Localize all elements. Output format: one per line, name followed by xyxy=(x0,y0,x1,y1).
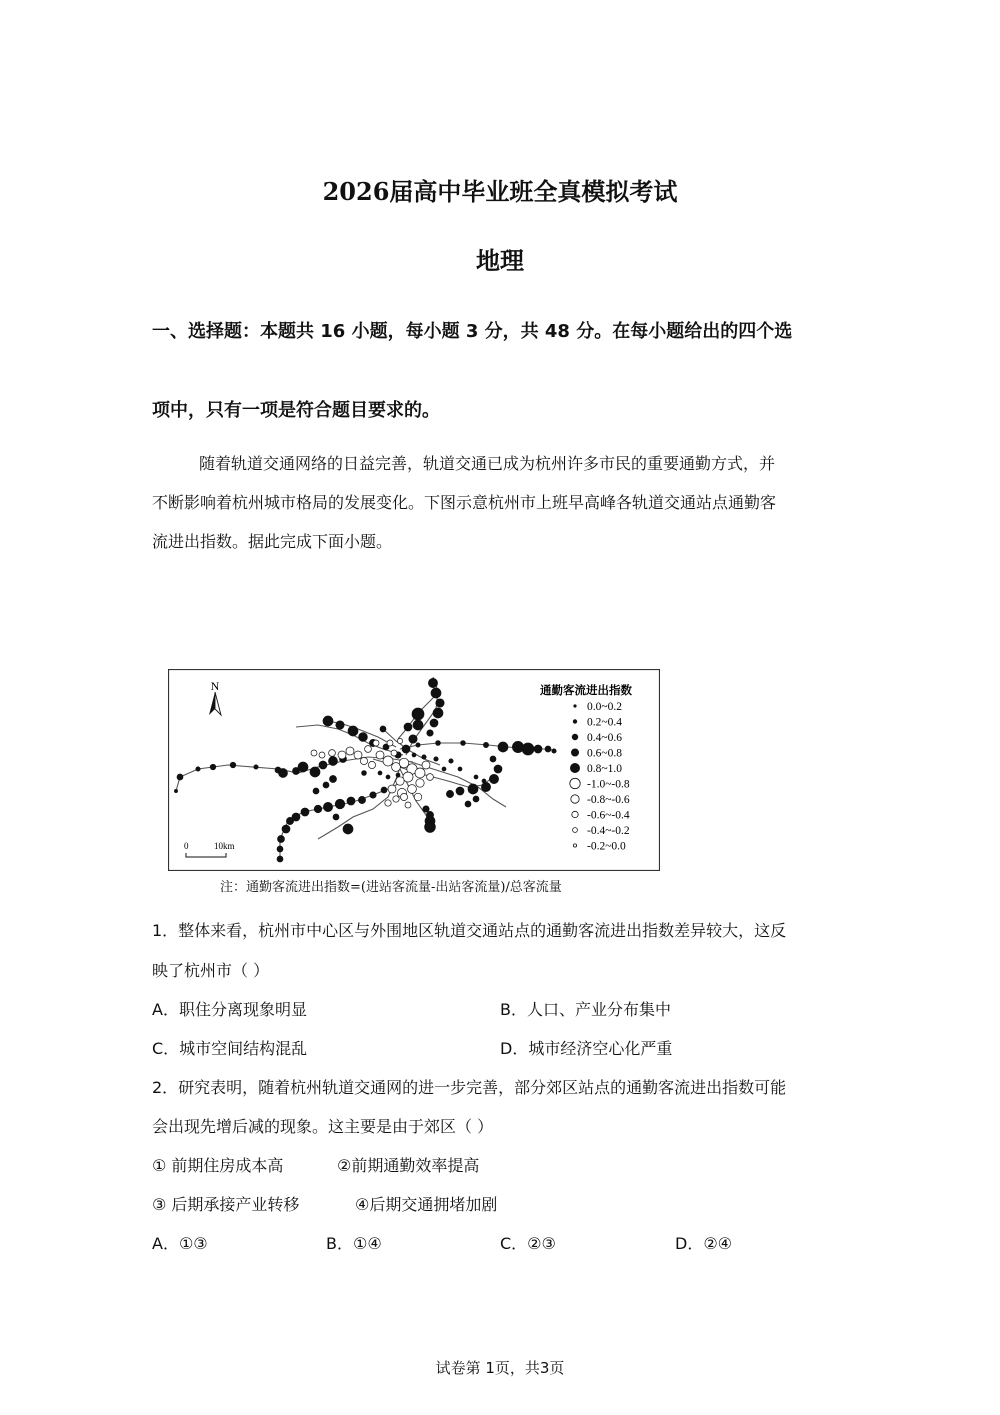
station-marker xyxy=(376,751,384,759)
station-marker xyxy=(358,796,365,803)
station-marker xyxy=(412,753,416,757)
station-marker xyxy=(177,774,183,780)
q1-option-d: D．城市经济空心化严重 xyxy=(500,1039,673,1058)
station-marker xyxy=(378,771,382,775)
station-marker xyxy=(311,750,317,756)
section-heading-line-2: 项中，只有一项是符合题目要求的。 xyxy=(152,400,440,421)
q2-option-a: A．①③ xyxy=(152,1234,208,1253)
station-marker xyxy=(408,785,417,794)
station-marker xyxy=(449,759,453,763)
q1-option-a: A．职住分离现象明显 xyxy=(152,1000,307,1019)
legend-symbol xyxy=(572,734,578,740)
legend-label: 0.8~1.0 xyxy=(587,763,622,775)
station-marker xyxy=(545,746,551,752)
station-marker xyxy=(174,789,177,792)
q2-item-2: ②前期通勤效率提高 xyxy=(337,1156,480,1175)
q1-option-c: C．城市空间结构混乱 xyxy=(152,1039,308,1058)
station-marker xyxy=(343,824,353,834)
legend-symbol xyxy=(571,795,579,803)
passage-line-1: 随着轨道交通网络的日益完善，轨道交通已成为杭州许多市民的重要通勤方式，并 xyxy=(199,454,776,473)
station-marker xyxy=(335,799,345,809)
station-marker xyxy=(279,769,288,778)
station-marker xyxy=(301,808,309,816)
station-marker xyxy=(416,779,424,787)
station-marker xyxy=(319,752,325,758)
station-marker xyxy=(405,802,411,808)
station-marker xyxy=(422,755,426,759)
station-marker xyxy=(433,708,443,718)
legend-label: 0.2~0.4 xyxy=(587,716,622,729)
station-marker xyxy=(442,767,446,771)
station-marker xyxy=(431,688,441,698)
q2-stem-line-1: 2．研究表明，随着杭州轨道交通网的进一步完善，部分郊区站点的通勤客流进出指数可能 xyxy=(152,1078,787,1097)
q2-item-3: ③ 后期承接产业转移 xyxy=(152,1195,300,1214)
q1-stem-line-1: 1．整体来看，杭州市中心区与外围地区轨道交通站点的通勤客流进出指数差异较大，这反 xyxy=(152,921,787,940)
station-marker xyxy=(400,793,407,800)
legend-symbol xyxy=(572,811,578,817)
q2-item-1: ① 前期住房成本高 xyxy=(152,1156,284,1175)
station-marker xyxy=(373,740,379,746)
legend-label: 0.0~0.2 xyxy=(587,701,622,713)
legend-symbol xyxy=(570,763,579,772)
station-marker xyxy=(323,716,333,726)
legend-label: -0.4~-0.2 xyxy=(587,825,630,837)
station-marker xyxy=(383,756,393,766)
passage-line-2: 不断影响着杭州城市格局的发展变化。下图示意杭州市上班早高峰各轨道交通站点通勤客 xyxy=(152,493,777,512)
figure-caption: 注：通勤客流进出指数=(进站客流量-出站客流量)/总客流量 xyxy=(220,880,562,895)
station-marker xyxy=(430,719,438,727)
q2-stem-line-2: 会出现先增后减的现象。这主要是由于郊区（ ） xyxy=(152,1117,494,1136)
q1-option-b: B．人口、产业分布集中 xyxy=(500,1000,671,1019)
station-marker xyxy=(461,741,466,746)
station-marker xyxy=(534,745,542,753)
station-marker xyxy=(404,723,412,731)
station-marker xyxy=(298,762,308,772)
station-marker xyxy=(381,787,387,793)
station-marker xyxy=(481,782,490,791)
station-marker xyxy=(494,765,502,773)
station-marker xyxy=(387,740,393,746)
station-marker xyxy=(323,782,329,788)
legend-label: -0.8~-0.6 xyxy=(587,794,630,806)
legend-title: 通勤客流进出指数 xyxy=(540,683,632,697)
station-marker xyxy=(465,801,471,807)
station-marker xyxy=(336,721,344,729)
station-marker xyxy=(210,764,216,770)
station-marker xyxy=(489,774,498,783)
station-marker xyxy=(396,777,404,785)
station-marker xyxy=(362,771,367,776)
station-marker xyxy=(409,735,417,743)
station-marker xyxy=(333,814,339,820)
page-footer: 试卷第 1页，共3页 xyxy=(435,1359,565,1377)
station-marker xyxy=(277,856,283,862)
station-marker xyxy=(386,775,390,779)
station-marker xyxy=(468,784,478,794)
station-marker xyxy=(359,733,368,742)
q2-option-d: D．②④ xyxy=(675,1234,733,1253)
station-marker xyxy=(498,742,508,752)
station-marker xyxy=(425,822,436,833)
station-marker xyxy=(314,805,322,813)
station-marker xyxy=(388,785,396,793)
legend-symbol xyxy=(570,778,580,788)
station-marker xyxy=(393,796,399,802)
station-marker xyxy=(368,761,375,768)
station-marker xyxy=(422,761,430,769)
station-marker xyxy=(347,797,355,805)
station-marker xyxy=(385,800,391,806)
rail-station-map xyxy=(168,669,660,871)
station-marker xyxy=(474,775,478,779)
legend-symbol xyxy=(573,828,578,833)
q2-option-c: C．②③ xyxy=(500,1234,556,1253)
station-marker xyxy=(402,745,410,753)
station-marker xyxy=(354,751,362,759)
station-marker xyxy=(490,756,496,762)
legend-symbol xyxy=(574,705,576,707)
station-marker xyxy=(330,776,337,783)
station-marker xyxy=(329,750,336,757)
station-marker xyxy=(329,757,338,766)
station-marker xyxy=(348,726,358,736)
station-marker xyxy=(196,767,200,771)
station-marker xyxy=(423,806,429,812)
legend-label: -1.0~-0.8 xyxy=(587,778,630,791)
q2-item-4: ④后期交通拥堵加剧 xyxy=(355,1195,498,1214)
station-marker xyxy=(473,796,479,802)
station-marker xyxy=(428,678,437,687)
station-marker xyxy=(391,750,397,756)
station-marker xyxy=(346,747,354,755)
station-marker xyxy=(414,793,422,801)
station-marker xyxy=(282,825,290,833)
station-marker xyxy=(512,741,523,752)
station-marker xyxy=(319,761,327,769)
station-marker xyxy=(436,741,441,746)
station-marker xyxy=(446,790,453,797)
station-marker xyxy=(427,774,434,781)
station-marker xyxy=(415,768,425,778)
station-marker xyxy=(230,762,236,768)
station-marker xyxy=(522,743,534,755)
station-marker xyxy=(458,767,462,771)
station-marker xyxy=(277,846,283,852)
station-marker xyxy=(380,726,386,732)
legend-label: 0.4~0.6 xyxy=(587,732,622,744)
north-label: N xyxy=(210,679,220,693)
station-marker xyxy=(292,813,300,821)
station-marker xyxy=(413,720,423,730)
station-marker xyxy=(552,749,556,753)
legend-label: -0.6~-0.4 xyxy=(587,809,630,822)
q2-option-b: B．①④ xyxy=(326,1234,382,1253)
q1-stem-line-2: 映了杭州市（ ） xyxy=(152,961,270,980)
station-marker xyxy=(313,788,319,794)
station-marker xyxy=(412,708,424,720)
station-marker xyxy=(397,738,402,743)
scale-zero: 0 xyxy=(184,841,189,851)
station-marker xyxy=(434,757,438,761)
station-marker xyxy=(416,743,420,747)
exam-title: 2026届高中毕业班全真模拟考试 xyxy=(322,177,678,206)
passage-line-3: 流进出指数。据此完成下面小题。 xyxy=(152,532,393,551)
station-marker xyxy=(360,757,367,764)
legend-label: 0.6~0.8 xyxy=(587,747,622,760)
scale-distance: 10km xyxy=(214,841,235,851)
station-marker xyxy=(427,730,433,736)
station-marker xyxy=(278,836,285,843)
station-marker xyxy=(456,787,464,795)
legend-symbol xyxy=(573,720,577,724)
station-marker xyxy=(338,751,346,759)
station-marker xyxy=(396,773,400,777)
station-marker xyxy=(483,742,488,747)
legend-label: -0.2~0.0 xyxy=(587,840,626,853)
section-heading-line-1: 一、选择题：本题共 16 小题，每小题 3 分，共 48 分。在每小题给出的四个选 xyxy=(152,321,793,342)
station-marker xyxy=(323,802,332,811)
station-marker xyxy=(254,765,258,769)
station-marker xyxy=(370,792,376,798)
legend-symbol xyxy=(571,749,578,756)
station-marker xyxy=(310,767,320,777)
legend-symbol xyxy=(573,844,576,847)
station-marker xyxy=(436,699,444,707)
subject-title: 地理 xyxy=(476,246,524,275)
station-marker xyxy=(365,746,372,753)
station-marker xyxy=(482,779,486,783)
